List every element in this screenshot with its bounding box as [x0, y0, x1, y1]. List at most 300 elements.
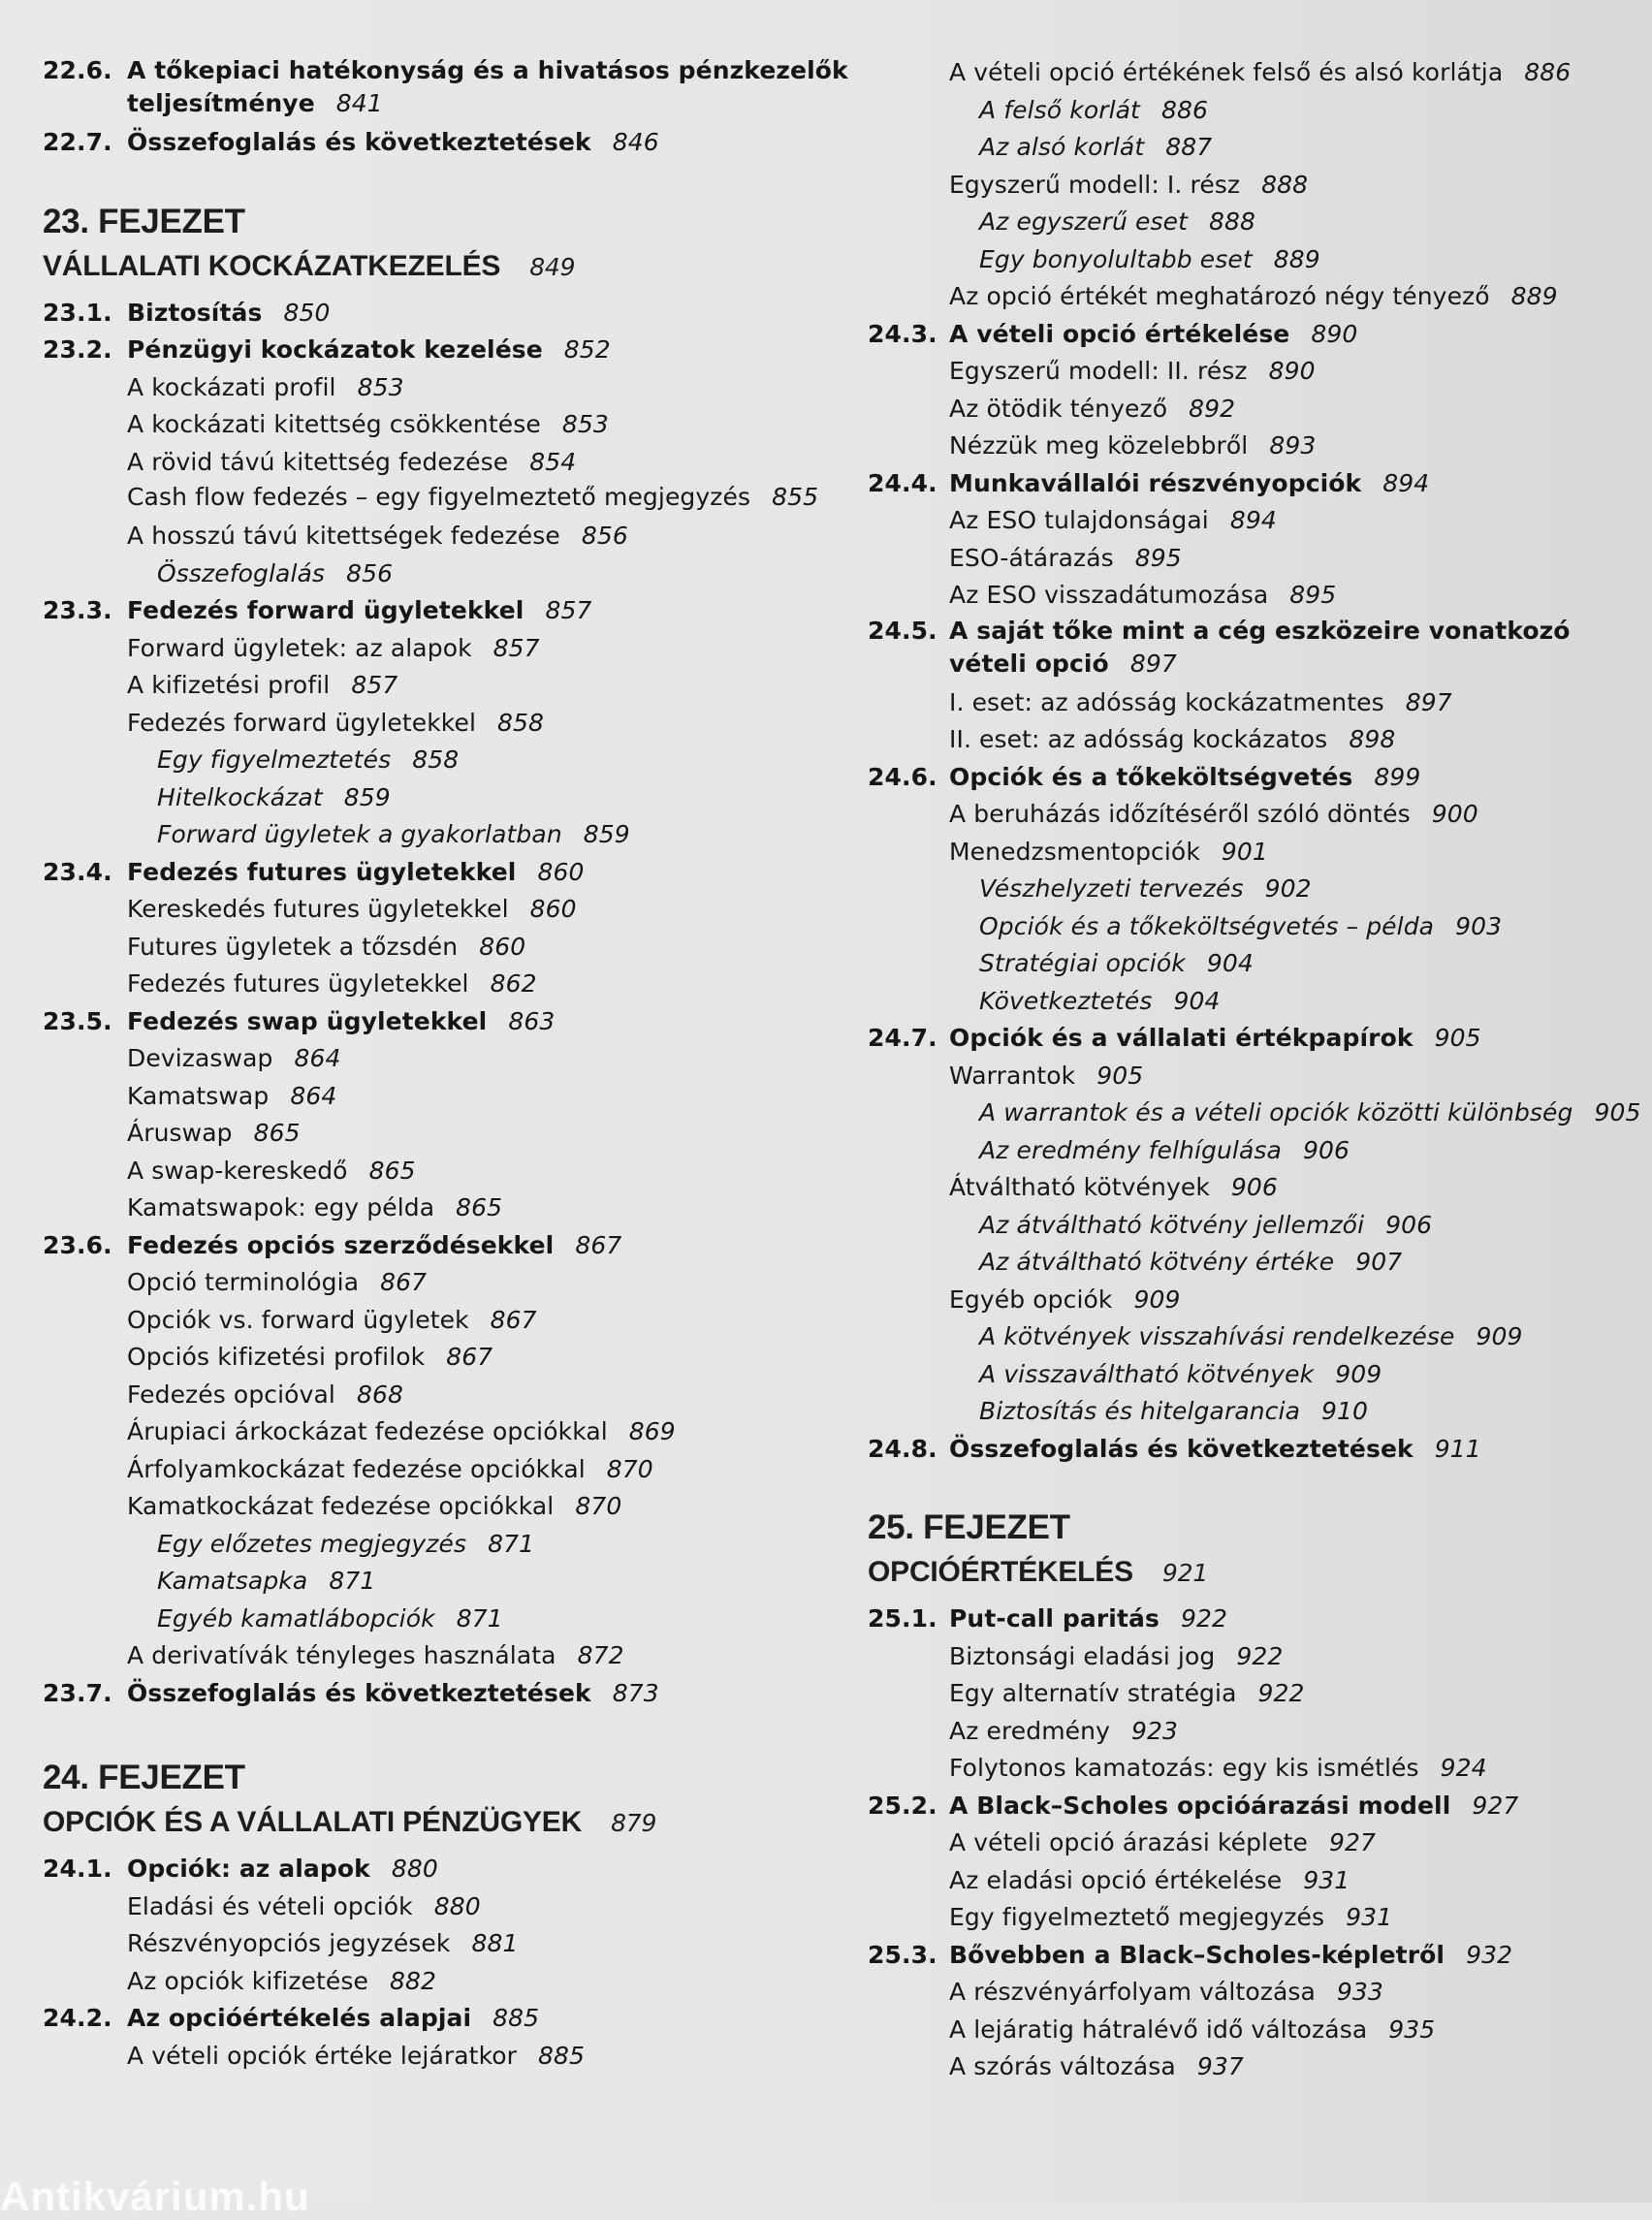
- entry-title: Egyéb kamatlábopciók: [157, 1603, 435, 1633]
- entry-title: A felső korlát: [979, 95, 1140, 124]
- page-number: 932: [1466, 1940, 1513, 1969]
- entry-title: Stratégiai opciók: [979, 949, 1186, 977]
- page-number: 922: [1257, 1679, 1305, 1707]
- entry-title: Árfolyamkockázat fedezése opciókkal: [127, 1454, 586, 1483]
- entry-title: Az alsó korlát: [979, 133, 1145, 161]
- toc-subsection-entry: [43, 1339, 867, 1377]
- entry-title: Biztosítás: [127, 298, 263, 327]
- entry-title: Egy figyelmeztetés: [157, 745, 392, 774]
- page-number: 856: [581, 522, 628, 550]
- entry-title: Összefoglalás és következtetések: [127, 1678, 591, 1707]
- toc-subsection-entry: [43, 929, 867, 967]
- page-number: 857: [351, 671, 398, 699]
- page-number: 863: [508, 1006, 556, 1035]
- page-number: 865: [368, 1156, 416, 1185]
- section-number: 24.6.: [868, 762, 937, 791]
- entry-title: Az eladási opció értékelése: [949, 1865, 1283, 1894]
- page-number: 882: [390, 1966, 437, 1995]
- page-number: 907: [1355, 1248, 1403, 1276]
- page-number: 887: [1165, 133, 1213, 161]
- toc-subsection-entry: [868, 167, 1643, 205]
- entry-title: A rövid távú kitettség fedezése: [127, 447, 509, 476]
- entry-title: Az eredmény felhígulása: [979, 1135, 1282, 1164]
- entry-title: II. eset: az adósság kockázatos: [949, 725, 1328, 753]
- page-number: 902: [1264, 874, 1312, 903]
- toc-subsection-entry: [43, 1888, 867, 1926]
- section-number: 23.1.: [43, 298, 112, 327]
- page-number: 909: [1133, 1284, 1181, 1314]
- page-number: 881: [471, 1929, 519, 1957]
- page-number: 927: [1472, 1791, 1519, 1820]
- section-number: 23.2.: [43, 335, 112, 364]
- section-number: 22.7.: [43, 128, 112, 156]
- toc-subsection-entry: [43, 1078, 867, 1116]
- toc-subsection-entry: [868, 1974, 1643, 2012]
- entry-title: Az átváltható kötvény jellemzői: [979, 1210, 1365, 1239]
- page-number: 870: [606, 1454, 653, 1483]
- page-number: 937: [1196, 2052, 1244, 2080]
- page-number: 872: [577, 1641, 624, 1669]
- entry-title: A vételi opció értékének felső és alsó korlátja: [949, 58, 1504, 86]
- page-number: 867: [380, 1268, 428, 1296]
- entry-title: Az ESO visszadátumozása: [949, 581, 1269, 609]
- toc-subsection-entry: [43, 1264, 867, 1302]
- page-number: 927: [1328, 1828, 1376, 1856]
- page-number: 885: [538, 2041, 586, 2070]
- toc-subsection-entry: [868, 540, 1643, 578]
- entry-title: Biztonsági eladási jog: [949, 1641, 1216, 1670]
- page-number: 871: [488, 1529, 535, 1558]
- entry-title: Fedezés opcióval: [127, 1380, 335, 1409]
- toc-subsubsection-entry: [43, 816, 867, 854]
- entry-title: A saját tőke mint a cég eszközeire vonatkozó vételi opció: [949, 616, 1571, 678]
- page-number: 885: [492, 2004, 540, 2032]
- toc-subsubsection-entry: [868, 945, 1643, 983]
- entry-title: Nézzük meg közelebbről: [949, 431, 1249, 460]
- section-number: 24.2.: [43, 2004, 112, 2032]
- toc-section-entry: [868, 1601, 1643, 1638]
- page-number: 890: [1268, 357, 1316, 385]
- toc-subsubsection-entry: [868, 1318, 1643, 1356]
- entry-title: Az egyszerű eset: [979, 207, 1189, 236]
- entry-title: Opciók: az alapok: [127, 1855, 370, 1883]
- page-number: 895: [1134, 543, 1182, 572]
- toc-subsection-entry: [868, 1899, 1643, 1937]
- toc-section-entry: [868, 316, 1643, 354]
- entry-title: A beruházás időzítéséről szóló döntés: [949, 800, 1411, 828]
- toc-subsection-entry: [43, 1925, 867, 1963]
- toc-section-entry: [43, 2000, 867, 2038]
- entry-title: Egy alternatív stratégia: [949, 1679, 1237, 1707]
- toc-subsection-entry: [868, 721, 1643, 759]
- toc-section-entry: [43, 54, 867, 124]
- entry-title: A vételi opció árazási képlete: [949, 1828, 1308, 1856]
- page-number: 868: [356, 1380, 403, 1409]
- section-number: 23.3.: [43, 596, 112, 624]
- entry-title: Opciók és a tőkeköltségvetés – példa: [979, 911, 1435, 940]
- entry-title: A részvényárfolyam változása: [949, 1978, 1316, 2006]
- entry-title: Az opció értékét meghatározó négy tényező: [949, 282, 1490, 310]
- entry-title: Opciók vs. forward ügyletek: [127, 1305, 469, 1334]
- page-number: 899: [1374, 762, 1421, 791]
- toc-subsubsection-entry: [868, 1132, 1643, 1170]
- entry-title: Egy figyelmeztető megjegyzés: [949, 1903, 1325, 1931]
- page-number: 864: [294, 1044, 341, 1072]
- page-number: 924: [1440, 1754, 1487, 1782]
- entry-title: A kockázati kitettség csökkentése: [127, 410, 541, 438]
- page-number: 923: [1131, 1716, 1179, 1745]
- toc-subsection-entry: [868, 428, 1643, 465]
- entry-title: Forward ügyletek: az alapok: [127, 633, 472, 662]
- entry-title: A vételi opciók értéke lejáratkor: [127, 2041, 518, 2070]
- toc-subsection-entry: [868, 684, 1643, 722]
- page-number: 905: [1096, 1061, 1144, 1090]
- chapter-title-text: VÁLLALATI KOCKÁZATKEZELÉS: [43, 249, 501, 282]
- toc-subsection-entry: [43, 444, 867, 482]
- page-number: 886: [1160, 95, 1208, 124]
- toc-subsection-entry: [868, 577, 1643, 615]
- entry-title: Vészhelyzeti tervezés: [979, 874, 1244, 903]
- toc-subsection-entry: [43, 1451, 867, 1489]
- toc-subsubsection-entry: [868, 241, 1643, 279]
- page-number: 880: [391, 1855, 438, 1883]
- page-number: 889: [1273, 244, 1320, 273]
- toc-subsection-entry: [43, 1153, 867, 1190]
- page-number: 933: [1336, 1978, 1383, 2006]
- entry-title: Összefoglalás: [157, 558, 326, 587]
- page-number: 856: [346, 558, 394, 587]
- toc-subsection-entry: [43, 1302, 867, 1340]
- toc-section-entry: [43, 1851, 867, 1888]
- toc-subsection-entry: [43, 369, 867, 407]
- page-number: 909: [1335, 1359, 1382, 1388]
- page-number: 862: [490, 969, 537, 998]
- page-number: 894: [1229, 506, 1277, 534]
- section-number: 24.1.: [43, 1855, 112, 1883]
- toc-subsubsection-entry: [868, 92, 1643, 130]
- page-number: 889: [1510, 282, 1558, 310]
- entry-title: A kifizetési profil: [127, 671, 331, 699]
- toc-section-entry: [868, 1431, 1643, 1469]
- toc-subsubsection-entry: [43, 779, 867, 817]
- entry-title: Egyéb opciók: [949, 1284, 1113, 1314]
- toc-subsection-entry: [43, 966, 867, 1003]
- toc-subsection-entry: [868, 1169, 1643, 1207]
- entry-title: Bővebben a Black–Scholes-képletről: [949, 1940, 1446, 1969]
- section-number: 24.5.: [868, 616, 937, 645]
- entry-title: A kockázati profil: [127, 372, 336, 401]
- page-number: 922: [1180, 1604, 1227, 1633]
- toc-section-entry: [868, 465, 1643, 503]
- toc-subsection-entry: [43, 1637, 867, 1675]
- toc-subsubsection-entry: [43, 555, 867, 593]
- toc-subsection-entry: [868, 834, 1643, 872]
- page-number: 903: [1455, 911, 1503, 940]
- entry-title: A warrantok és a vételi opciók közötti különbség: [979, 1098, 1573, 1126]
- toc-subsubsection-entry: [868, 1356, 1643, 1394]
- entry-title: Cash flow fedezés – egy figyelmeztető megjegyzés: [127, 483, 751, 511]
- toc-subsection-entry: [868, 1862, 1643, 1900]
- toc-subsection-entry: [868, 2048, 1643, 2086]
- section-number: 23.5.: [43, 1006, 112, 1035]
- page-number: 897: [1405, 687, 1452, 716]
- entry-title: Következtetés: [979, 986, 1153, 1015]
- toc-section-entry: [43, 1227, 867, 1265]
- entry-title: A lejáratig hátralévő idő változása: [949, 2014, 1368, 2044]
- chapter-number: 23. FEJEZET: [43, 202, 245, 240]
- toc-section-entry: [43, 332, 867, 369]
- entry-title: Fedezés futures ügyletekkel: [127, 857, 517, 886]
- page-number: 865: [456, 1193, 503, 1221]
- entry-title: Összefoglalás és következtetések: [949, 1434, 1414, 1463]
- section-number: 25.3.: [868, 1940, 937, 1969]
- section-number: 22.6.: [43, 56, 112, 84]
- entry-title: A tőkepiaci hatékonyság és a hivatásos pénzkezelők teljesítménye: [127, 56, 848, 117]
- toc-subsection-entry: [43, 1377, 867, 1414]
- entry-title: Devizaswap: [127, 1044, 273, 1072]
- entry-title: Opciók és a tőkeköltségvetés: [949, 762, 1353, 791]
- entry-title: Opciós kifizetési profilok: [127, 1343, 426, 1371]
- toc-section-entry: [868, 615, 1643, 684]
- page-number: 888: [1209, 207, 1256, 236]
- entry-title: A visszaváltható kötvények: [979, 1359, 1315, 1388]
- page-number: 900: [1431, 800, 1478, 828]
- toc-subsection-entry: [43, 1040, 867, 1078]
- entry-title: Kamatswap: [127, 1081, 270, 1110]
- toc-subsection-entry: [868, 2012, 1643, 2049]
- page-number: 846: [612, 128, 659, 156]
- page-number: 853: [561, 410, 609, 438]
- section-number: 25.1.: [868, 1604, 937, 1633]
- toc-subsubsection-entry: [868, 983, 1643, 1021]
- toc-subsection-entry: [43, 2038, 867, 2076]
- page-number: 871: [329, 1567, 376, 1595]
- page-number: 857: [545, 596, 592, 624]
- toc-subsection-entry: [43, 667, 867, 705]
- page-number: 894: [1382, 468, 1430, 497]
- toc-subsection-entry: [868, 796, 1643, 834]
- page-number: 867: [446, 1343, 493, 1371]
- entry-title: Egy előzetes megjegyzés: [157, 1529, 467, 1558]
- page-number: 911: [1434, 1434, 1481, 1463]
- page-number: 860: [537, 857, 585, 886]
- entry-title: Menedzsmentopciók: [949, 837, 1200, 866]
- toc-subsubsection-entry: [868, 1244, 1643, 1282]
- page-number: 893: [1269, 431, 1317, 460]
- toc-subsubsection-entry: [43, 1601, 867, 1638]
- entry-title: A kötvények visszahívási rendelkezése: [979, 1322, 1455, 1350]
- toc-subsection-entry: [43, 1189, 867, 1227]
- entry-title: Fedezés swap ügyletekkel: [127, 1006, 488, 1035]
- entry-title: A vételi opció értékelése: [949, 319, 1290, 348]
- page-number: 850: [283, 298, 331, 327]
- toc-section-entry: [43, 592, 867, 630]
- entry-title: Opció terminológia: [127, 1268, 360, 1296]
- entry-title: Put-call paritás: [949, 1604, 1160, 1633]
- toc-subsection-entry: [868, 391, 1643, 428]
- toc-subsection-entry: [43, 630, 867, 668]
- page-number: 906: [1302, 1135, 1350, 1164]
- entry-title: Összefoglalás és következtetések: [127, 128, 591, 156]
- toc-right-column: [868, 54, 1643, 2086]
- toc-subsection-entry: [868, 1282, 1643, 1319]
- page-number: 865: [253, 1119, 301, 1147]
- entry-title: Futures ügyletek a tőzsdén: [127, 932, 459, 961]
- toc-subsection-entry: [868, 1713, 1643, 1751]
- entry-title: Az átváltható kötvény értéke: [979, 1248, 1335, 1276]
- page-number: 886: [1524, 58, 1572, 86]
- entry-title: Fedezés forward ügyletekkel: [127, 596, 524, 624]
- entry-title: Fedezés futures ügyletekkel: [127, 969, 469, 998]
- chapter-number: 24. FEJEZET: [43, 1759, 245, 1796]
- page-number: 906: [1230, 1173, 1278, 1201]
- entry-title: Kamatkockázat fedezése opciókkal: [127, 1492, 555, 1520]
- page-number: 901: [1221, 837, 1268, 866]
- chapter-title: [43, 1799, 867, 1847]
- toc-section-entry: [868, 1020, 1643, 1058]
- entry-title: Árupiaci árkockázat fedezése opciókkal: [127, 1417, 608, 1445]
- entry-title: A swap-kereskedő: [127, 1156, 348, 1185]
- section-number: 23.7.: [43, 1678, 112, 1707]
- entry-title: I. eset: az adósság kockázatmentes: [949, 687, 1384, 716]
- entry-title: Az ötödik tényező: [949, 394, 1168, 423]
- page-number: 860: [479, 932, 526, 961]
- toc-subsection-entry: [868, 278, 1643, 316]
- page-number: 854: [529, 447, 577, 476]
- entry-title: Munkavállalói részvényopciók: [949, 468, 1362, 497]
- toc-subsection-entry: [868, 54, 1643, 92]
- toc-subsection-entry: [868, 502, 1643, 540]
- toc-subsection-entry: [43, 406, 867, 444]
- page-number: 897: [1129, 649, 1177, 678]
- chapter-title-text: OPCIÓK ÉS A VÁLLALATI PÉNZÜGYEK: [43, 1806, 583, 1838]
- section-number: 23.4.: [43, 857, 112, 886]
- toc-subsubsection-entry: [868, 871, 1643, 908]
- page-number: 898: [1349, 725, 1396, 753]
- entry-title: Az ESO tulajdonságai: [949, 506, 1209, 534]
- page-number: 841: [335, 89, 383, 117]
- entry-title: A hosszú távú kitettségek fedezése: [127, 522, 560, 550]
- entry-title: Az eredmény: [949, 1716, 1111, 1745]
- page-number: 867: [490, 1305, 537, 1334]
- entry-title: Egyszerű modell: II. rész: [949, 357, 1248, 385]
- entry-title: Átváltható kötvények: [949, 1173, 1210, 1201]
- page-number: 921: [1161, 1559, 1209, 1587]
- page-number: 858: [497, 708, 545, 737]
- page-number: 873: [612, 1678, 659, 1707]
- toc-section-entry: [868, 1788, 1643, 1825]
- entry-title: Részvényopciós jegyzések: [127, 1929, 451, 1957]
- chapter-title-text: OPCIÓÉRTÉKELÉS: [868, 1556, 1133, 1588]
- entry-title: ESO-átárazás: [949, 543, 1114, 572]
- page-number: 905: [1594, 1098, 1641, 1126]
- entry-title: Egy bonyolultabb eset: [979, 244, 1253, 273]
- watermark-text: Antikvárium.hu: [0, 2173, 310, 2219]
- section-number: 25.2.: [868, 1791, 937, 1820]
- toc-subsection-entry: [868, 1750, 1643, 1788]
- entry-title: Kamatsapka: [157, 1567, 308, 1595]
- page-number: 904: [1206, 949, 1254, 977]
- page-number: 870: [575, 1492, 622, 1520]
- page-number: 849: [529, 252, 576, 281]
- entry-title: Fedezés opciós szerződésekkel: [127, 1230, 555, 1259]
- toc-subsubsection-entry: [868, 1393, 1643, 1431]
- page-number: 859: [343, 782, 391, 811]
- toc-subsubsection-entry: [868, 129, 1643, 167]
- page-number: 931: [1303, 1865, 1350, 1894]
- page-number: 852: [563, 335, 611, 364]
- entry-title: Hitelkockázat: [157, 782, 323, 811]
- toc-subsubsection-entry: [868, 1094, 1643, 1132]
- toc-subsubsection-entry: [868, 204, 1643, 241]
- toc-section-entry: [43, 1003, 867, 1041]
- entry-title: Kereskedés futures ügyletekkel: [127, 895, 509, 923]
- toc-section-entry: [43, 1675, 867, 1713]
- toc-subsection-entry: [868, 1824, 1643, 1862]
- page-number: 895: [1289, 581, 1337, 609]
- toc-subsubsection-entry: [868, 1207, 1643, 1245]
- entry-title: Warrantok: [949, 1061, 1076, 1090]
- toc-section-entry: [868, 759, 1643, 797]
- page-number: 904: [1173, 986, 1221, 1015]
- entry-title: Egyszerű modell: I. rész: [949, 170, 1241, 199]
- toc-subsection-entry: [43, 481, 867, 518]
- toc-subsection-entry: [868, 1058, 1643, 1095]
- entry-title: Áruswap: [127, 1119, 233, 1147]
- toc-left-column: [43, 54, 867, 2075]
- page-number: 867: [575, 1230, 622, 1259]
- section-number: 24.7.: [868, 1024, 937, 1052]
- page-number: 864: [290, 1081, 337, 1110]
- toc-subsection-entry: [43, 705, 867, 743]
- toc-section-entry: [43, 854, 867, 892]
- chapter-title: [868, 1549, 1643, 1597]
- entry-title: A szórás változása: [949, 2052, 1176, 2080]
- toc-section-entry: [43, 124, 867, 162]
- page-number: 909: [1476, 1322, 1523, 1350]
- page-number: 855: [772, 483, 819, 511]
- page-number: 853: [357, 372, 404, 401]
- toc-subsection-entry: [43, 518, 867, 555]
- page-number: 892: [1189, 394, 1236, 423]
- page-number: 880: [433, 1891, 481, 1920]
- entry-title: Az opcióértékelés alapjai: [127, 2004, 472, 2032]
- page-number: 857: [492, 633, 540, 662]
- page-number: 935: [1388, 2014, 1436, 2044]
- page-number: 888: [1261, 170, 1309, 199]
- chapter-title: [43, 243, 867, 291]
- chapter-number: 25. FEJEZET: [868, 1508, 1070, 1546]
- toc-subsection-entry: [43, 1115, 867, 1153]
- toc-subsection-entry: [43, 891, 867, 929]
- entry-title: Opciók és a vállalati értékpapírok: [949, 1024, 1414, 1052]
- page-number: 905: [1434, 1024, 1481, 1052]
- toc-subsubsection-entry: [43, 1526, 867, 1564]
- entry-title: Forward ügyletek a gyakorlatban: [157, 820, 562, 848]
- toc-subsection-entry: [43, 1963, 867, 2001]
- toc-section-entry: [43, 295, 867, 333]
- page-number: 859: [583, 820, 630, 848]
- toc-subsection-entry: [868, 353, 1643, 391]
- toc-section-entry: [868, 1937, 1643, 1975]
- section-number: 23.6.: [43, 1230, 112, 1259]
- entry-title: A Black–Scholes opcióárazási modell: [949, 1791, 1451, 1820]
- page-number: 869: [628, 1417, 676, 1445]
- entry-title: Eladási és vételi opciók: [127, 1891, 413, 1920]
- page-number: 890: [1311, 319, 1358, 348]
- section-number: 24.4.: [868, 468, 937, 497]
- toc-subsection-entry: [868, 1638, 1643, 1676]
